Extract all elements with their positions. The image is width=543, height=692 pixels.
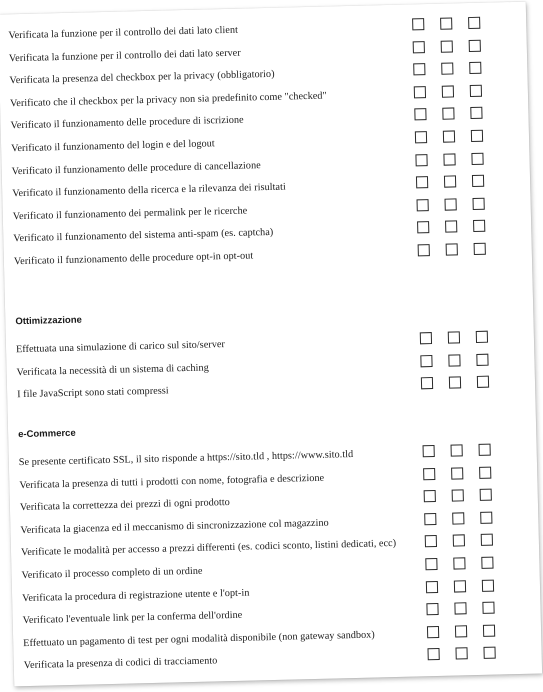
checklist-item-label: Verificato il funzionamento del login e del logout — [11, 138, 215, 155]
checklist-item-label: Verificato il processo completo di un ordine — [21, 565, 203, 582]
checkbox-3[interactable] — [479, 444, 491, 456]
checkbox-3[interactable] — [474, 243, 486, 255]
checklist-item-label: Verificato il funzionamento dei permalink per le ricerche — [12, 205, 248, 223]
checkbox-1[interactable] — [426, 603, 438, 615]
checkbox-2[interactable] — [452, 490, 464, 502]
checklist-item-label: Effettuata una simulazione di carico sul sito/server — [15, 339, 226, 356]
checkbox-3[interactable] — [482, 602, 494, 614]
checkbox-2[interactable] — [442, 108, 454, 120]
checkbox-2[interactable] — [445, 221, 457, 233]
checkbox-1[interactable] — [421, 377, 433, 389]
checkbox-2[interactable] — [448, 331, 460, 343]
checklist-item-label: Verificato l'eventuale link per la conferma dell'ordine — [22, 609, 243, 627]
checklist-item-label: Verificate le modalità per accesso a prezzi differenti (es. codici sconto, listini dedicati, ecc) — [20, 538, 397, 559]
checkbox-2[interactable] — [455, 625, 467, 637]
checklist-item-label: Se presente certificato SSL, il sito risponde a https://sito.tld , https://www.sito.tld — [18, 449, 354, 469]
checkbox-2[interactable] — [452, 512, 464, 524]
checkbox-2[interactable] — [442, 85, 454, 97]
checkbox-3[interactable] — [483, 624, 495, 636]
checklist-item-label: Verificata la presenza di codici di tracciamento — [23, 655, 218, 672]
checkbox-2[interactable] — [446, 243, 458, 255]
checkbox-2[interactable] — [444, 198, 456, 210]
checkbox-1[interactable] — [413, 63, 425, 75]
checkbox-3[interactable] — [470, 85, 482, 97]
checkbox-2[interactable] — [443, 130, 455, 142]
checklist-item-label: I file JavaScript sono stati compressi — [17, 385, 169, 401]
checkbox-3[interactable] — [481, 534, 493, 546]
checkbox-1[interactable] — [427, 648, 439, 660]
section-heading: Ottimizzazione — [15, 314, 83, 328]
checkbox-2[interactable] — [443, 153, 455, 165]
checkbox-3[interactable] — [480, 489, 492, 501]
checkbox-1[interactable] — [418, 244, 430, 256]
checkbox-1[interactable] — [417, 221, 429, 233]
checkbox-3[interactable] — [482, 579, 494, 591]
checkbox-1[interactable] — [415, 154, 427, 166]
checkbox-1[interactable] — [412, 18, 424, 30]
checkbox-1[interactable] — [420, 332, 432, 344]
checkbox-1[interactable] — [414, 86, 426, 98]
checklist-item-label: Effettuato un pagamento di test per ogni modalità disponibile (non gateway sandbox) — [23, 629, 375, 649]
checkbox-1[interactable] — [413, 41, 425, 53]
checkbox-1[interactable] — [415, 131, 427, 143]
checkbox-1[interactable] — [424, 513, 436, 525]
checklist-item-label: Verificato il funzionamento della ricerca e la rilevanza dei risultati — [12, 181, 286, 200]
checkbox-1[interactable] — [426, 581, 438, 593]
checkbox-1[interactable] — [425, 558, 437, 570]
section-heading: e-Commerce — [18, 427, 76, 441]
checkbox-3[interactable] — [476, 331, 488, 343]
checklist-paper — [0, 2, 542, 687]
checklist-item-label: Verificata la correttezza dei prezzi di ogni prodotto — [19, 497, 230, 514]
checkbox-1[interactable] — [427, 626, 439, 638]
checkbox-1[interactable] — [423, 468, 435, 480]
section-0 — [0, 2, 526, 268]
checkbox-2[interactable] — [449, 377, 461, 389]
checkbox-2[interactable] — [453, 535, 465, 547]
checkbox-1[interactable] — [423, 445, 435, 457]
checkbox-2[interactable] — [444, 176, 456, 188]
checklist-item-label: Verificato il funzionamento delle procedure di cancellazione — [11, 159, 261, 177]
checkbox-1[interactable] — [424, 490, 436, 502]
checklist-item-label: Verificata la presenza del checkbox per la privacy (obbligatorio) — [9, 68, 275, 87]
checkbox-2[interactable] — [451, 467, 463, 479]
checkbox-1[interactable] — [417, 199, 429, 211]
checklist-item-label: Verificato il funzionamento delle procedure di iscrizione — [10, 114, 244, 132]
checkbox-2[interactable] — [448, 354, 460, 366]
checkbox-1[interactable] — [420, 355, 432, 367]
checkbox-2[interactable] — [440, 17, 452, 29]
checkbox-3[interactable] — [473, 220, 485, 232]
checklist-item-label: Verificata la funzione per il controllo dei dati lato client — [8, 24, 239, 42]
checkbox-2[interactable] — [454, 602, 466, 614]
checkbox-3[interactable] — [471, 152, 483, 164]
checklist-item-label: Verificata la necessità di un sistema di caching — [16, 362, 209, 378]
checklist-item-label: Verificata la presenza di tutti i prodotti con nome, fotografia e descrizione — [19, 472, 325, 491]
checkbox-3[interactable] — [468, 17, 480, 29]
checklist-item-label: Verificata la funzione per il controllo dei dati lato server — [8, 47, 241, 64]
checklist-item-label: Verificato il funzionamento del sistema anti-spam (es. captcha) — [13, 227, 274, 245]
checkbox-2[interactable] — [453, 557, 465, 569]
checkbox-3[interactable] — [480, 511, 492, 523]
checkbox-3[interactable] — [469, 62, 481, 74]
checklist-item-label: Verificato il funzionamento delle procedure opt-in opt-out — [13, 250, 254, 268]
checklist-item-label: Verificato che il checkbox per la privacy non sia predefinito come "checked" — [9, 90, 327, 110]
checkbox-3[interactable] — [481, 557, 493, 569]
checklist-item-label: Verificata la giacenza ed il meccanismo di sincronizzazione col magazzino — [20, 517, 329, 536]
checkbox-2[interactable] — [441, 40, 453, 52]
checkbox-3[interactable] — [470, 107, 482, 119]
checkbox-3[interactable] — [472, 198, 484, 210]
checkbox-3[interactable] — [469, 39, 481, 51]
checkbox-3[interactable] — [471, 130, 483, 142]
checkbox-2[interactable] — [455, 648, 467, 660]
checkbox-3[interactable] — [479, 466, 491, 478]
checkbox-1[interactable] — [416, 176, 428, 188]
checkbox-3[interactable] — [476, 353, 488, 365]
checkbox-3[interactable] — [472, 175, 484, 187]
checkbox-1[interactable] — [414, 109, 426, 121]
checkbox-2[interactable] — [441, 63, 453, 75]
checkbox-2[interactable] — [451, 444, 463, 456]
checkbox-2[interactable] — [454, 580, 466, 592]
checklist-item-label: Verificata la procedura di registrazione utente e l'opt-in — [22, 587, 250, 604]
checkbox-3[interactable] — [477, 376, 489, 388]
checkbox-3[interactable] — [483, 647, 495, 659]
checkbox-1[interactable] — [425, 535, 437, 547]
